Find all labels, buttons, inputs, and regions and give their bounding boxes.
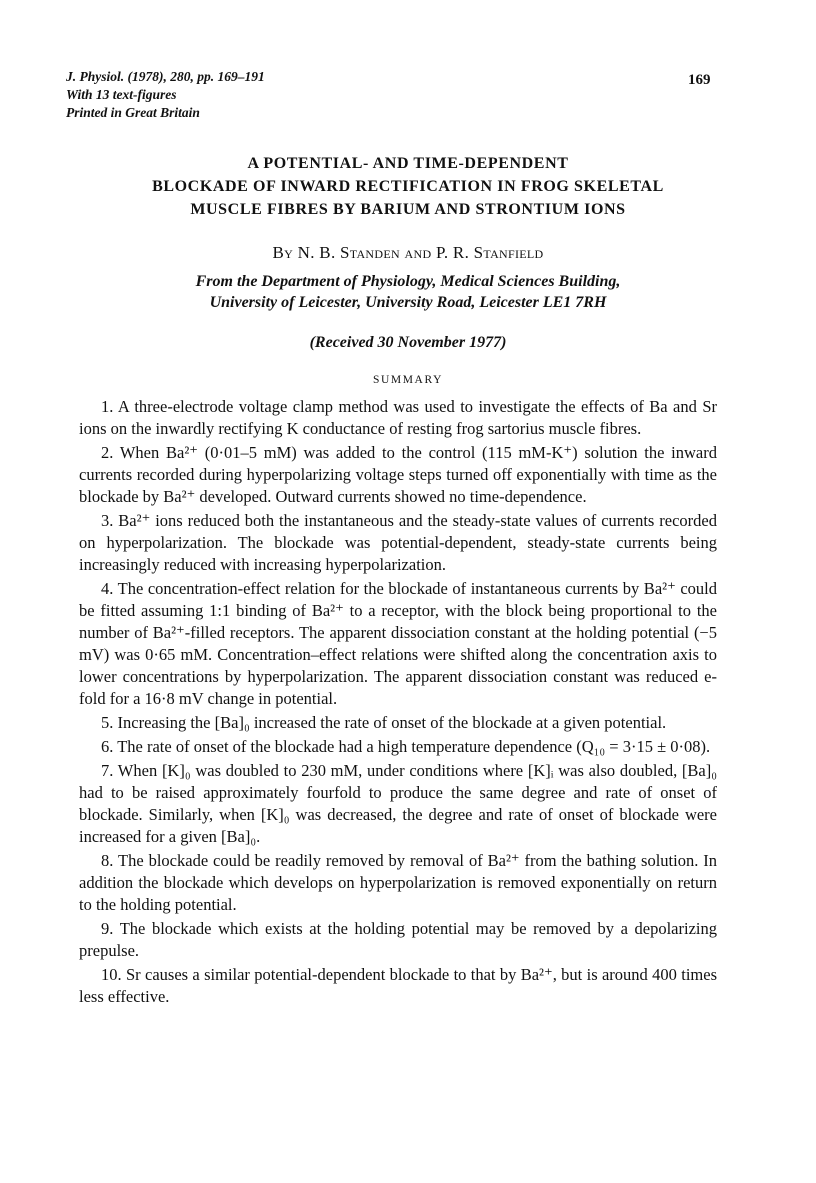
summary-paragraph: 9. The blockade which exists at the holding potential may be removed by a depolarizing prepulse. [79,919,717,960]
summary-paragraph: 2. When Ba²⁺ (0·01–5 mM) was added to the control (115 mM-K⁺) solution the inward currents recorded during hyperpolarizing voltage steps turned off exponentially with time as the blockade by Ba²⁺ developed. Outward currents showed no time-dependence. [79,443,717,506]
title-line-1: A POTENTIAL- AND TIME-DEPENDENT [247,155,569,172]
summary-paragraph: 7. When [K]₀ was doubled to 230 mM, under conditions where [K]ᵢ was also doubled, [Ba]₀ had to be raised approximately fourfold to produce the same degree and rate of onset of blockade. Similarly, when [K]₀ was decreased, the degree and rate of onset of blockade were increased for a given [Ba]₀. [79,761,717,846]
summary-paragraph: 6. The rate of onset of the blockade had a high temperature dependence (Q₁₀ = 3·15 ± 0·08). [101,737,711,756]
summary-paragraph: 4. The concentration-effect relation for the blockade of instantaneous currents by Ba²⁺ could be fitted assuming 1:1 binding of Ba²⁺ to a receptor, with the block being proportional to the number of Ba²⁺-filled receptors. The apparent dissociation constant at the holding potential (−5 mV) was 0·65 mM. Concentration–effect relations were shifted along the concentration axis to lower concentrations by hyperpolarization. The apparent dissociation constant was reduced e-fold for a 16·8 mV change in potential. [79,579,717,708]
article-title [0,152,816,221]
journal-citation: J. Physiol. (1978), 280, pp. 169–191 [66,69,265,84]
affiliation-line-2: University of Leicester, University Road, Leicester LE1 7RH [209,294,607,311]
summary-paragraph: 8. The blockade could be readily removed by removal of Ba²⁺ from the bathing solution. In addition the blockade which develops on hyperpolarization is removed exponentially on return to the holding potential. [79,851,717,914]
title-line-2: BLOCKADE OF INWARD RECTIFICATION IN FROG SKELETAL [152,178,664,195]
figures-note: With 13 text-figures [66,87,177,102]
author-line: By N. B. Standen and P. R. Stanfield [272,243,544,262]
summary-heading: SUMMARY [373,374,443,386]
summary-paragraph: 1. A three-electrode voltage clamp method was used to investigate the effects of Ba and Sr ions on the inwardly rectifying K conductance of resting frog sartorius muscle fibres. [79,397,717,438]
printed-note: Printed in Great Britain [66,105,200,120]
journal-header [66,68,265,122]
summary-paragraph: 3. Ba²⁺ ions reduced both the instantaneous and the steady-state values of currents recorded on hyperpolarization. The blockade was potential-dependent, steady-state currents being increasingly reduced with increasing hyperpolarization. [79,511,717,574]
summary-paragraph: 5. Increasing the [Ba]₀ increased the rate of onset of the blockade at a given potential. [101,713,667,732]
summary-section [79,396,717,1010]
page-number: 169 [688,72,711,88]
affiliation-line-1: From the Department of Physiology, Medical Sciences Building, [195,273,621,290]
summary-paragraph: 10. Sr causes a similar potential-dependent blockade to that by Ba²⁺, but is around 400 times less effective. [79,965,717,1006]
received-date: (Received 30 November 1977) [309,334,507,351]
title-line-3: MUSCLE FIBRES BY BARIUM AND STRONTIUM IONS [190,201,626,218]
affiliation [0,271,816,313]
